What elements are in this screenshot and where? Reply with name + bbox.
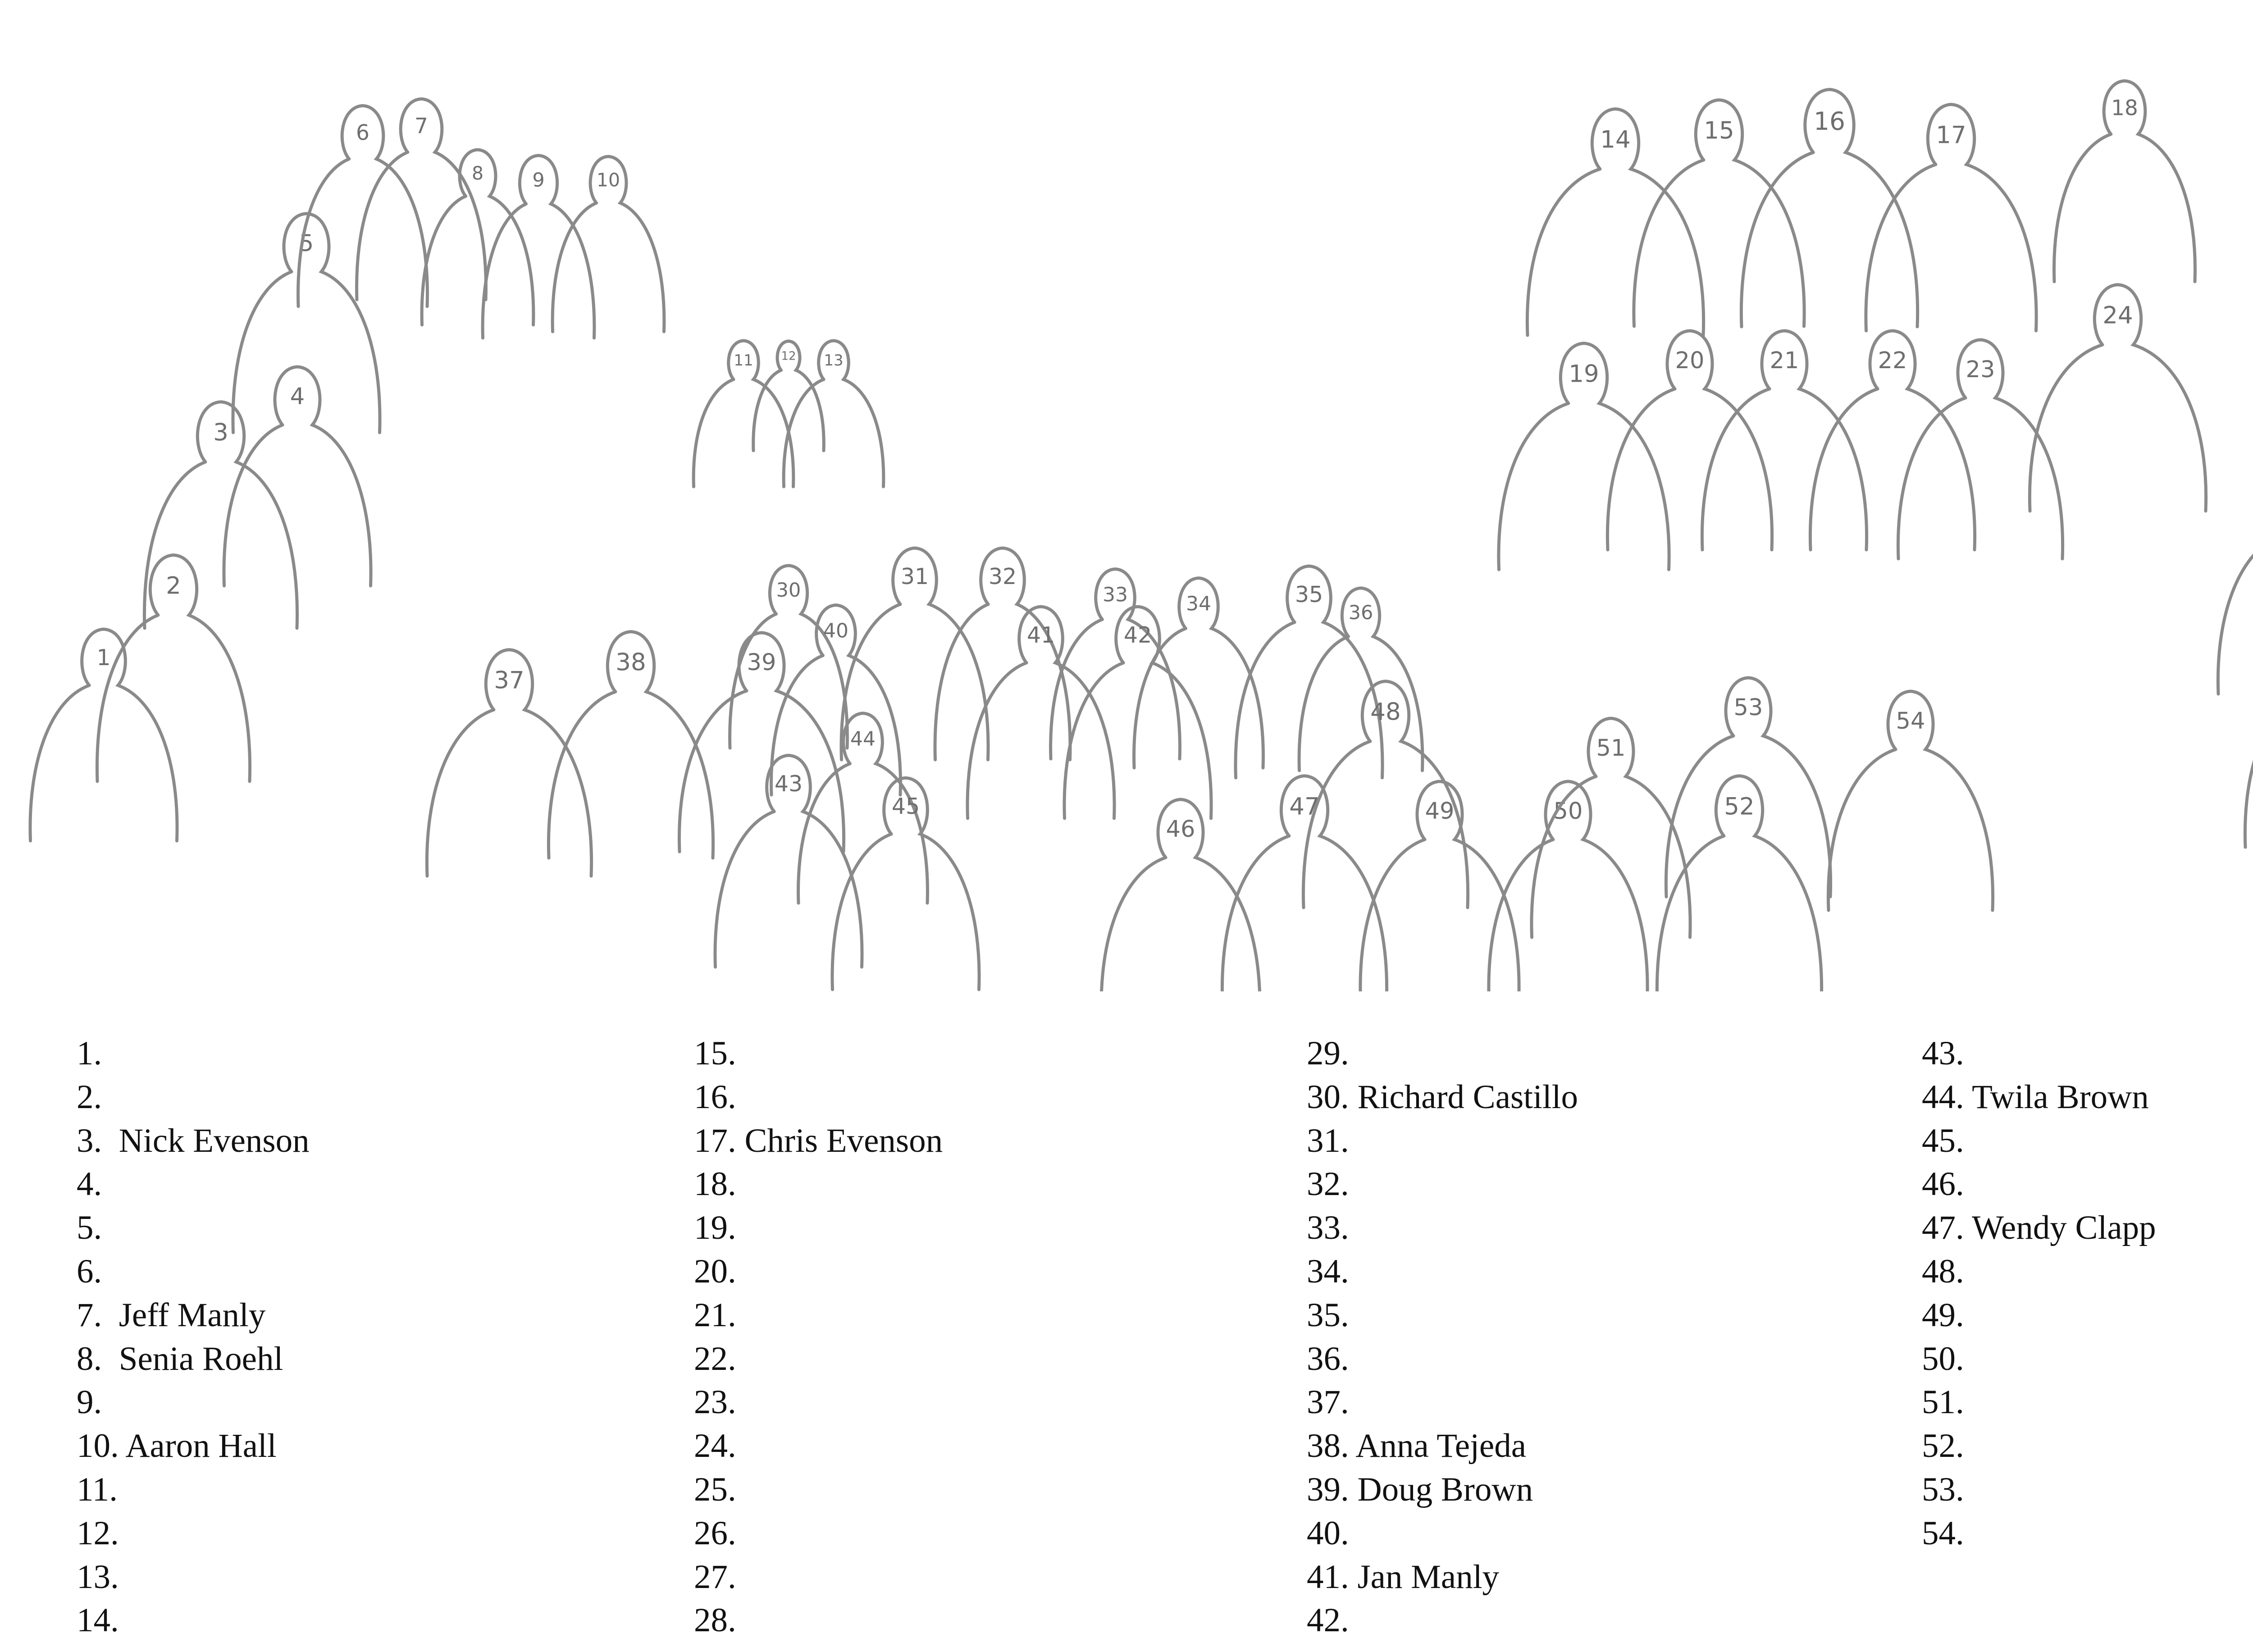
figure-number: 12 — [781, 349, 796, 363]
figure-54 — [1828, 691, 1993, 910]
figure-18 — [2054, 81, 2195, 282]
figure-number: 43 — [774, 771, 803, 797]
key-entry: 4. — [77, 1165, 102, 1203]
figure-number: 30 — [776, 579, 801, 602]
figure-number: 45 — [891, 794, 920, 820]
key-entry: 5. — [77, 1209, 102, 1247]
key-entry: 6. — [77, 1252, 102, 1290]
key-entry: 43. — [1922, 1035, 1964, 1072]
figure-number: 44 — [850, 727, 876, 751]
figure-50 — [1489, 781, 1647, 991]
figure-number: 40 — [823, 619, 848, 643]
figure-number: 14 — [1600, 126, 1631, 154]
figure-38 — [548, 632, 713, 858]
figure-number: 4 — [290, 383, 305, 410]
key-entry: 13. — [77, 1558, 119, 1596]
key-entry: 39. Doug Brown — [1307, 1470, 1533, 1508]
key-column-1 — [77, 1032, 662, 1643]
figure-29 — [2245, 628, 2253, 847]
figure-number: 10 — [596, 169, 620, 191]
figure-52 — [1657, 776, 1821, 991]
key-entry: 9. — [77, 1383, 102, 1421]
key-entry: 49. — [1922, 1296, 1964, 1334]
figure-1 — [30, 629, 177, 841]
figure-number: 5 — [299, 230, 314, 257]
key-entry: 18. — [694, 1165, 736, 1203]
key-entry: 8. Senia Roehl — [77, 1340, 283, 1378]
key-entry: 7. Jeff Manly — [77, 1296, 266, 1334]
key-entry: 54. — [1922, 1514, 1964, 1552]
key-entry: 34. — [1307, 1252, 1349, 1290]
figure-number: 53 — [1733, 694, 1763, 721]
figure-2 — [97, 555, 250, 781]
figure-number: 17 — [1936, 121, 1966, 149]
key-entry: 17. Chris Evenson — [694, 1122, 943, 1159]
figure-number: 39 — [747, 649, 776, 676]
name-key — [0, 1032, 2253, 1649]
figure-4 — [224, 367, 371, 586]
figure-10 — [552, 156, 664, 332]
key-entry: 19. — [694, 1209, 736, 1247]
figure-number: 42 — [1123, 622, 1152, 648]
key-entry: 15. — [694, 1035, 736, 1072]
figure-number: 24 — [2102, 301, 2133, 329]
figure-19 — [1499, 343, 1669, 570]
key-entry: 37. — [1307, 1383, 1349, 1421]
key-entry: 32. — [1307, 1165, 1349, 1203]
figure-number: 13 — [824, 351, 844, 370]
figure-number: 36 — [1348, 602, 1373, 624]
figure-20 — [1607, 331, 1772, 550]
figure-number: 16 — [1814, 107, 1845, 136]
figure-16 — [1741, 90, 1917, 327]
key-entry: 29. — [1307, 1035, 1349, 1072]
figure-53 — [1666, 678, 1830, 897]
figure-number: 20 — [1675, 347, 1705, 374]
key-entry: 33. — [1307, 1209, 1349, 1247]
figure-number: 52 — [1724, 793, 1755, 821]
figure-number: 46 — [1166, 816, 1195, 843]
key-entry: 35. — [1307, 1296, 1349, 1334]
key-entry: 12. — [77, 1514, 119, 1552]
key-entry: 31. — [1307, 1122, 1349, 1159]
key-entry: 24. — [694, 1427, 736, 1465]
figure-7 — [357, 99, 486, 300]
key-entry: 20. — [694, 1252, 736, 1290]
figure-number: 50 — [1553, 798, 1583, 825]
figure-outline — [2245, 628, 2253, 847]
figure-15 — [1634, 100, 1804, 326]
key-entry: 41. Jan Manly — [1307, 1558, 1500, 1596]
figure-23 — [1898, 340, 2062, 559]
key-entry: 38. Anna Tejeda — [1307, 1427, 1526, 1465]
key-entry: 25. — [694, 1470, 736, 1508]
figure-number: 9 — [532, 169, 545, 192]
key-entry: 27. — [694, 1558, 736, 1596]
key-entry: 42. — [1307, 1602, 1349, 1639]
figure-number: 15 — [1704, 117, 1734, 145]
figure-number: 47 — [1289, 793, 1320, 821]
figure-26 — [2218, 475, 2253, 694]
figure-22 — [1810, 331, 1975, 550]
key-entry: 53. — [1922, 1470, 1964, 1508]
figure-number: 37 — [494, 666, 524, 694]
figure-number: 49 — [1425, 798, 1455, 825]
key-entry: 40. — [1307, 1514, 1349, 1552]
figure-37 — [427, 650, 591, 876]
figure-outline — [2218, 475, 2253, 694]
figure-number: 6 — [356, 120, 369, 146]
figure-number: 7 — [415, 114, 428, 139]
key-entry: 3. Nick Evenson — [77, 1122, 310, 1159]
figure-8 — [422, 150, 534, 325]
key-entry: 51. — [1922, 1383, 1964, 1421]
figure-34 — [1134, 578, 1263, 768]
key-entry: 23. — [694, 1383, 736, 1421]
figure-17 — [1866, 105, 2036, 331]
key-entry: 11. — [77, 1470, 118, 1508]
key-entry: 28. — [694, 1602, 736, 1639]
key-entry: 48. — [1922, 1252, 1964, 1290]
key-entry: 46. — [1922, 1165, 1964, 1203]
figure-number: 2 — [166, 572, 181, 600]
key-column-4 — [1922, 1032, 2253, 1556]
key-entry: 50. — [1922, 1340, 1964, 1378]
key-entry: 44. Twila Brown — [1922, 1078, 2149, 1116]
figure-number: 22 — [1878, 347, 1907, 374]
key-entry: 30. Richard Castillo — [1307, 1078, 1578, 1116]
key-entry: 52. — [1922, 1427, 1964, 1465]
figure-21 — [1702, 331, 1866, 550]
figure-number: 1 — [96, 645, 111, 671]
key-entry: 2. — [77, 1078, 102, 1116]
key-entry: 21. — [694, 1296, 736, 1334]
key-entry: 22. — [694, 1340, 736, 1378]
figure-number: 48 — [1370, 698, 1401, 726]
key-entry: 1. — [77, 1035, 102, 1072]
figure-number: 8 — [471, 162, 484, 184]
figure-51 — [1532, 718, 1690, 937]
key-column-2 — [694, 1032, 1280, 1643]
key-entry: 16. — [694, 1078, 736, 1116]
figure-number: 19 — [1569, 360, 1599, 388]
figure-number: 18 — [2111, 96, 2138, 121]
figure-number: 33 — [1103, 583, 1128, 607]
key-entry: 14. — [77, 1602, 119, 1639]
key-entry: 10. Aaron Hall — [77, 1427, 277, 1465]
figure-14 — [1527, 109, 1703, 335]
figure-number: 11 — [734, 351, 753, 370]
figure-number: 34 — [1186, 592, 1211, 616]
figure-number: 54 — [1896, 707, 1925, 735]
key-entry: 45. — [1922, 1122, 1964, 1159]
key-entry: 47. Wendy Clapp — [1922, 1209, 2156, 1247]
figure-6 — [298, 106, 428, 307]
figure-number: 38 — [616, 648, 646, 676]
figure-number: 31 — [900, 564, 929, 590]
figure-number: 3 — [213, 419, 228, 447]
figure-number: 41 — [1026, 622, 1055, 648]
figure-9 — [483, 155, 594, 338]
key-entry: 26. — [694, 1514, 736, 1552]
key-entry: 36. — [1307, 1340, 1349, 1378]
figure-number: 35 — [1295, 582, 1323, 608]
figure-41 — [967, 607, 1114, 818]
figure-number: 32 — [988, 564, 1017, 590]
figure-number: 21 — [1770, 347, 1799, 374]
figure-number: 23 — [1966, 356, 1995, 383]
figure-number: 51 — [1596, 735, 1626, 762]
key-column-3 — [1307, 1032, 1893, 1643]
